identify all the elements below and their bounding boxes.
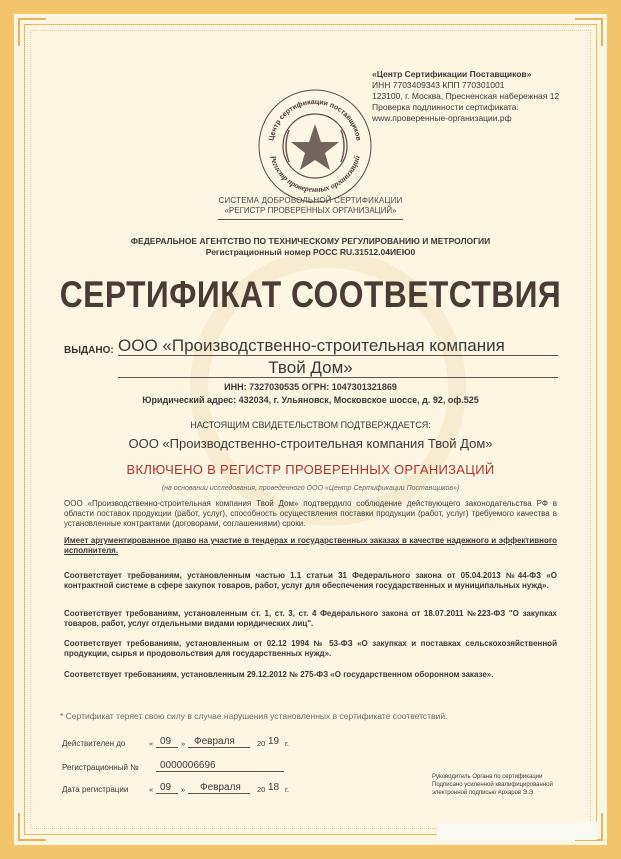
signature-block xyxy=(432,773,553,797)
valid-month: Февраля xyxy=(194,736,235,747)
corner-ornament xyxy=(18,813,46,841)
reg-year-suffix: г. xyxy=(285,785,289,794)
reg-number-label: Регистрационный № xyxy=(62,763,139,772)
paragraph-275fz: Соответствует требованиям, установленным 29.12.2012 № 275-ФЗ «О государственном оборонном заказе». xyxy=(64,670,494,679)
underline xyxy=(156,771,284,772)
reg-year-prefix: 20 xyxy=(257,785,266,794)
reg-day: 09 xyxy=(160,782,172,793)
issued-label: ВЫДАНО: xyxy=(64,345,114,356)
company-address: Юридический адрес: 432034, г. Ульяновск, Московское шоссе, д. 92, оф.525 xyxy=(142,395,479,405)
issuer-ids: ИНН 7703409343 КПП 770301001 xyxy=(372,80,505,90)
seal-top-text: Центр сертификации поставщиков xyxy=(268,98,362,142)
paragraph-223fz: Соответствует требованиям, установленным ст. 1, ст. 3, ст. 4 Федерального закона от 18.07.2011 №223-ФЗ "О закупках товаров, работ, услуг отдельными видами юридических лиц". xyxy=(64,609,557,628)
signature-line2: Подписано усиленной квалифицированной xyxy=(432,782,553,788)
system-line1: СИСТЕМА ДОБРОВОЛЬНОЙ СЕРТИФИКАЦИИ xyxy=(218,196,403,205)
quote-mark: » xyxy=(181,739,186,748)
reg-month: Февраля xyxy=(200,782,241,793)
confirmed-company: ООО «Производственно-строительная компания Твой Дом» xyxy=(128,436,493,451)
included-statement: ВКЛЮЧЕНО В РЕГИСТР ПРОВЕРЕННЫХ ОРГАНИЗАЦИЙ xyxy=(126,462,495,477)
validity-note: * Сертификат теряет свою силу в случае нарушения установленных в сертификате соответствий. xyxy=(60,711,448,721)
paragraph-tender-right: Имеет аргументированное право на участие в тендерах и государственных заказах в качестве надежного и эффективного исполнителя. xyxy=(64,536,557,555)
issuer-check-label: Проверка подлинности сертификата: xyxy=(372,102,519,112)
underline xyxy=(118,377,558,378)
paragraph-compliance: ООО «Производственно-строительная компания Твой Дом» подтвердило соблюдение действующего законодательства РФ в области поставок продукции (работ, услуг), способность осуществления поставки продукции (работ, услуг) требуемого качества в установленные контрактами (договорами, соглашениями) сроки. xyxy=(64,499,557,528)
issuer-address: 123100, г. Москва, Пресненская набережная 12 xyxy=(372,91,560,101)
corner-ornament xyxy=(575,18,603,46)
issued-name-line2: Твой Дом» xyxy=(268,358,353,377)
divider xyxy=(218,219,403,220)
quote-mark: « xyxy=(149,739,154,748)
basis-note: (на основании исследования, проведенного ООО «Центр Сертификации Поставщиков») xyxy=(161,485,460,492)
paragraph-53fz: Соответствует требованиям, установленным от 02.12 1994 № 53-ФЗ «О закупках и поставках сельскохозяйственной продукции, сырья и продовольствия для государственных нужд». xyxy=(64,639,557,658)
seal-emblem xyxy=(255,86,375,206)
company-inn: ИНН: 7327030535 ОГРН: 1047301321869 xyxy=(224,382,397,392)
valid-day: 09 xyxy=(160,736,172,747)
reg-year: 18 xyxy=(268,782,280,793)
seal-bottom-text: Регистр проверенных организаций xyxy=(268,154,362,195)
quote-mark: « xyxy=(149,785,154,794)
underline xyxy=(188,747,250,748)
registration-number: Регистрационный номер РОСС RU.31512.04ИЕЮ0 xyxy=(205,247,416,257)
underline xyxy=(156,793,178,794)
quote-mark: » xyxy=(181,785,186,794)
underline xyxy=(188,793,250,794)
agency-name: ФЕДЕРАЛЬНОЕ АГЕНТСТВО ПО ТЕХНИЧЕСКОМУ РЕГУЛИРОВАНИЮ И МЕТРОЛОГИИ xyxy=(130,236,491,246)
confirm-label: НАСТОЯЩИМ СВИДЕТЕЛЬСТВОМ ПОДТВЕРЖДАЕТСЯ: xyxy=(190,420,431,430)
issuer-site: www.проверенные-организации.рф xyxy=(372,113,512,123)
underline xyxy=(118,355,558,356)
valid-year-suffix: г. xyxy=(285,739,289,748)
signature-line1: Руководитель Органа по сертификации xyxy=(432,774,543,780)
page-title: СЕРТИФИКАТ СООТВЕТСТВИЯ xyxy=(59,274,562,315)
signature-stamp-area xyxy=(437,822,597,840)
issued-name-line1: ООО «Производственно-строительная компания xyxy=(118,336,505,355)
signature-line3: электронной подписью Архаров Э.Э. xyxy=(432,790,535,796)
valid-year-prefix: 20 xyxy=(257,739,266,748)
paragraph-44fz: Соответствует требованиям, установленным частью 1.1 статьи 31 Федерального закона от 05.04.2013 №44-ФЗ «О контрактной системе в сфере закупок товаров, работ, услуг для обеспечения государственных и муниципальных нужд». xyxy=(64,571,557,590)
issuer-name: «Центр Сертификации Поставщиков» xyxy=(372,69,532,79)
issuer-block xyxy=(372,69,559,124)
reg-number-value: 0000006696 xyxy=(160,760,216,771)
reg-date-label: Дата регистрации xyxy=(62,785,129,794)
underline xyxy=(156,747,178,748)
valid-year: 19 xyxy=(268,736,280,747)
corner-ornament xyxy=(18,18,46,46)
valid-until-label: Действителен до xyxy=(62,739,126,748)
system-line2: «РЕГИСТР ПРОВЕРЕННЫХ ОРГАНИЗАЦИЙ» xyxy=(224,206,397,215)
